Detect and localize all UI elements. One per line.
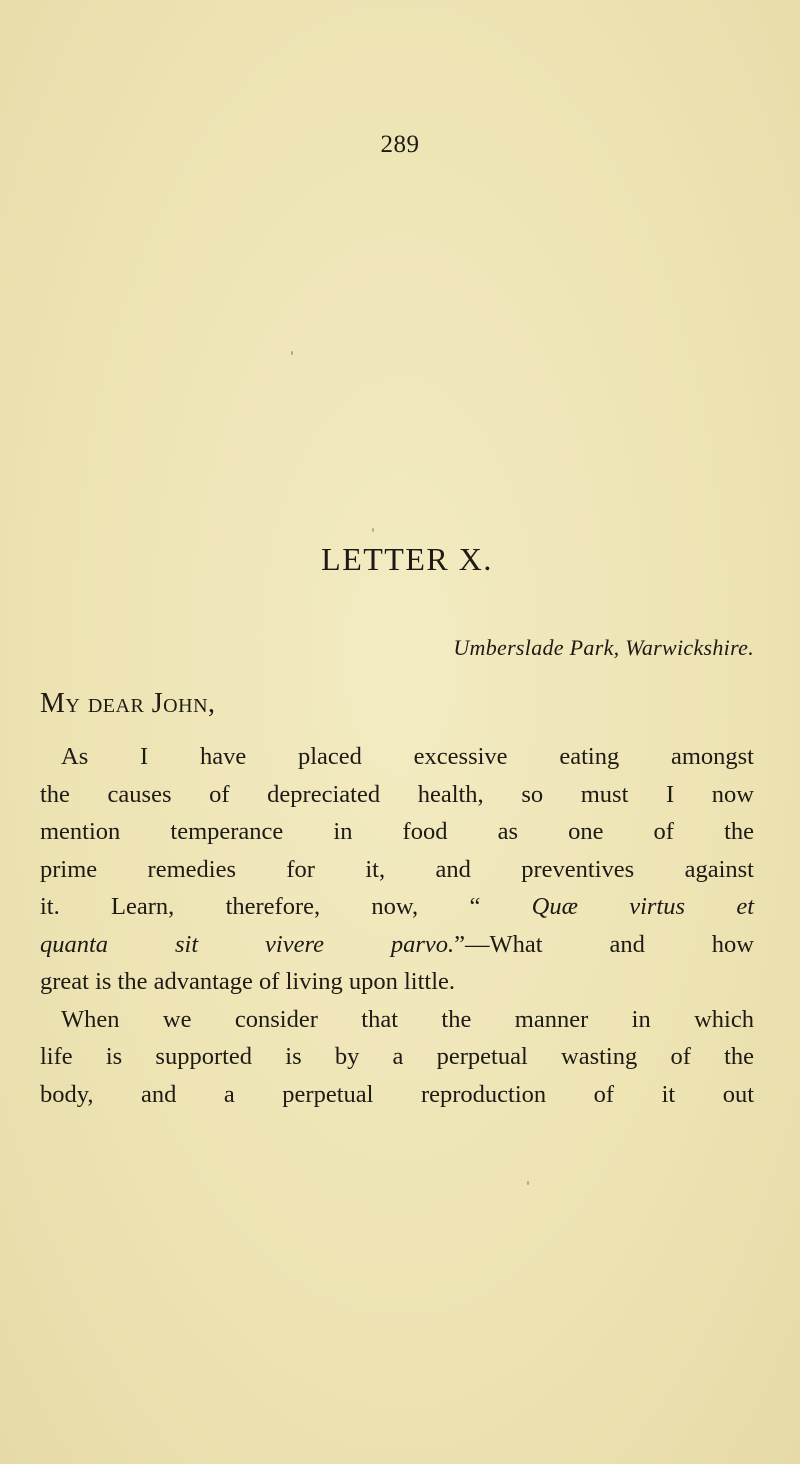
latin-quote-part-2: quanta sit vivere parvo.	[40, 930, 455, 958]
body-line-text: it. Learn, therefore, now, “	[40, 893, 532, 920]
body-line: body, and a perpetual reproduction of it out	[40, 1080, 754, 1108]
letter-body	[40, 738, 754, 1113]
paper-speck	[527, 1181, 529, 1185]
body-line: the causes of depreciated health, so must I now	[40, 780, 754, 808]
body-line: As I have placed excessive eating amongst	[61, 743, 754, 770]
body-line: prime remedies for it, and preventives against	[40, 855, 754, 883]
body-line: mention temperance in food as one of the	[40, 818, 754, 845]
body-line	[40, 888, 754, 926]
place-dateline: Umberslade Park, Warwickshire.	[453, 635, 754, 660]
body-line	[40, 926, 754, 964]
body-line-text: ”—What and how	[454, 930, 755, 958]
latin-quote-part-1: Quæ virtus et	[531, 893, 754, 920]
body-line: When we consider that the manner in which	[61, 1005, 754, 1033]
body-line: life is supported is by a perpetual wasting of the	[40, 1043, 754, 1070]
paper-speck	[372, 528, 374, 532]
paper-speck	[291, 351, 293, 355]
letter-heading: LETTER X.	[321, 541, 493, 577]
body-line: great is the advantage of living upon little.	[40, 968, 456, 995]
page-number: 289	[380, 131, 420, 158]
salutation: My dear John,	[40, 688, 216, 719]
